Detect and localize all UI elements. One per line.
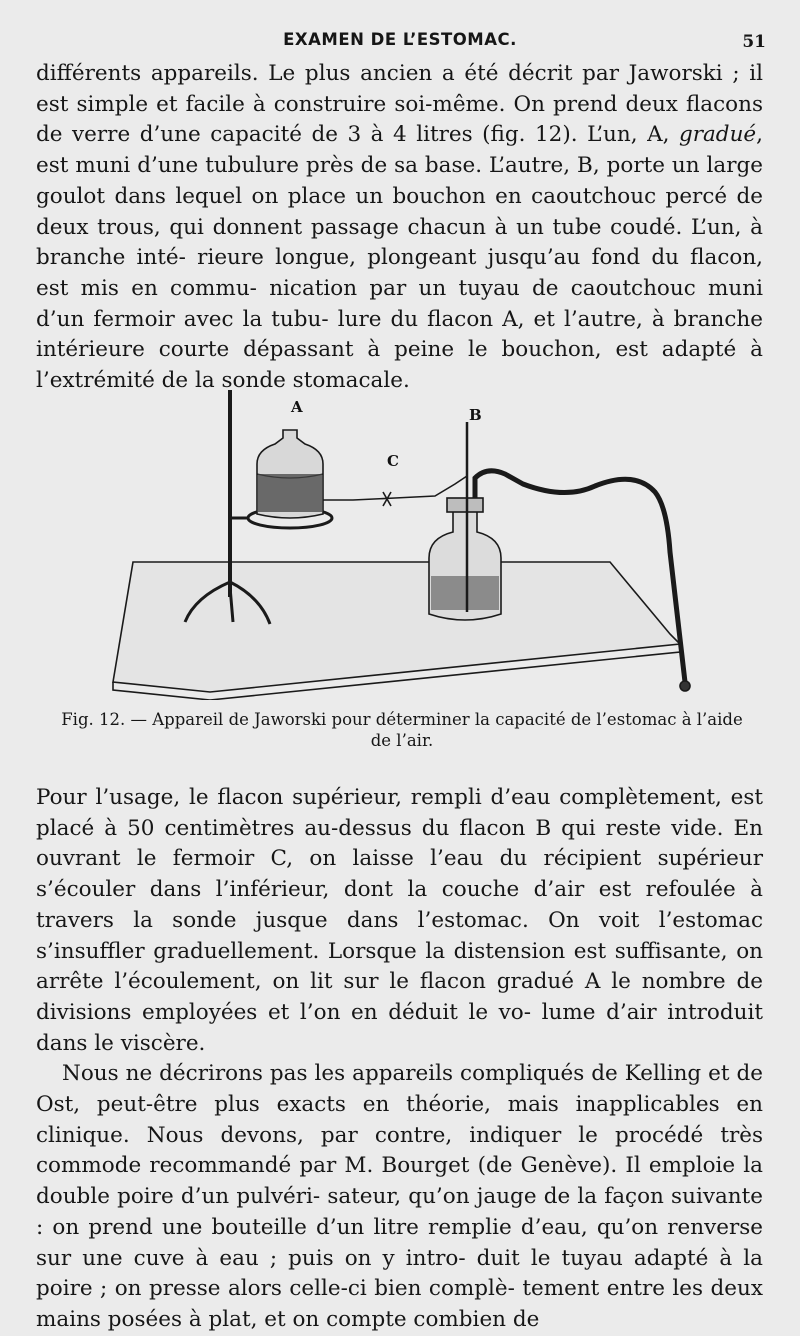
text-line-content: muni d’une tubulure près de sa base. L’autre, B, porte un large goulot [36, 153, 763, 209]
label-a: A [291, 398, 303, 416]
figure-jaworski-apparatus [95, 382, 725, 700]
text-line-content: le fermoir C, on laisse l’eau du récipient supérieur s’écouler dans [36, 846, 763, 903]
rubber-stopper [447, 498, 483, 512]
text-line-content: différents appareils. Le plus ancien a été décrit par Jaworski ; il est [36, 61, 763, 117]
text-line-content: nication par un tuyau de caoutchouc muni d’un fermoir avec la tubu- [36, 275, 763, 332]
text-line-content: peine le bouchon, est adapté à l’extrémité de la sonde stomacale. [36, 337, 763, 394]
text-line-content: Pour l’usage, le flacon supérieur, rempli d’eau complètement, est [36, 785, 763, 810]
table-board [113, 562, 680, 692]
text-line-content: simple et facile à construire soi-même. On prend deux flacons de [36, 91, 763, 148]
label-b: B [469, 406, 482, 424]
text-line-content: lume d’air introduit dans le viscère. [36, 999, 763, 1056]
text-line-content: gradué A le nombre de divisions employées et l’on en déduit le vo- [36, 969, 763, 1025]
text-line-content: placé à 50 centimètres au-dessus du flacon B qui reste vide. En ouvrant [36, 815, 763, 872]
paragraph-other-devices [36, 1059, 763, 1335]
paragraph-usage [36, 783, 763, 1336]
text-line-content: dans lequel on place un bouchon en caoutchouc percé de deux trous, [36, 183, 763, 240]
text-line-content: qui donnent passage chacun à un tube coudé. L’un, à branche inté- [36, 214, 763, 271]
caption-line: Fig. 12. — Appareil de Jaworski pour déterminer la capacité de l’estomac à l’aide [61, 710, 743, 729]
text-line-content: par M. Bourget (de Genève). Il emploie la double poire d’un pulvéri- [36, 1153, 763, 1210]
paragraph-apparatus-intro [36, 59, 763, 397]
caption-line: de l’air. [370, 731, 434, 750]
figure-caption [44, 709, 760, 751]
text-line [36, 59, 763, 397]
text-line [36, 783, 763, 1059]
text-line-content: Nous ne décrirons pas les appareils compliqués de Kelling et de Ost, [36, 1061, 763, 1118]
text-line-content: tement entre les deux mains posées à plat, et on compte combien de [36, 1276, 763, 1332]
italic-term: gradué [678, 122, 757, 148]
text-line-content: l’inférieur, dont la couche d’air est refoulée à travers la sonde jusque [36, 877, 763, 933]
running-head [0, 26, 800, 56]
text-line-content: rieure longue, plongeant jusqu’au fond du flacon, est mis en commu- [36, 245, 763, 301]
text-line-content: , est [36, 122, 763, 179]
text-line-content: peut-être plus exacts en théorie, mais inapplicables en clinique. Nous [36, 1092, 763, 1148]
text-line-content: sateur, qu’on jauge de la façon suivante : on prend une bouteille d’un [36, 1184, 763, 1240]
label-c: C [387, 452, 399, 470]
apparatus-illustration [95, 382, 725, 700]
text-line-content: devons, par contre, indiquer le procédé très commode recommandé [36, 1122, 763, 1179]
text-line-content: lure du flacon A, et l’autre, à branche intérieure courte dépassant à [36, 306, 763, 363]
running-title: EXAMEN DE L’ESTOMAC. [283, 30, 517, 49]
text-line-content: duit le tuyau adapté à la poire ; on presse alors celle-ci bien complè- [36, 1245, 763, 1302]
text-line-content: dans l’estomac. On voit l’estomac s’insuffler graduellement. Lorsque [36, 907, 763, 964]
text-line-content: litre remplie d’eau, qu’on renverse sur une cuve à eau ; puis on y intro- [36, 1214, 764, 1271]
text-line-content: verre d’une capacité de 3 à 4 litres (fig. 12). L’un, A, [72, 122, 679, 148]
page-number: 51 [742, 32, 766, 52]
text-line-content: la distension est suffisante, on arrête l’écoulement, on lit sur le flacon [36, 938, 763, 995]
